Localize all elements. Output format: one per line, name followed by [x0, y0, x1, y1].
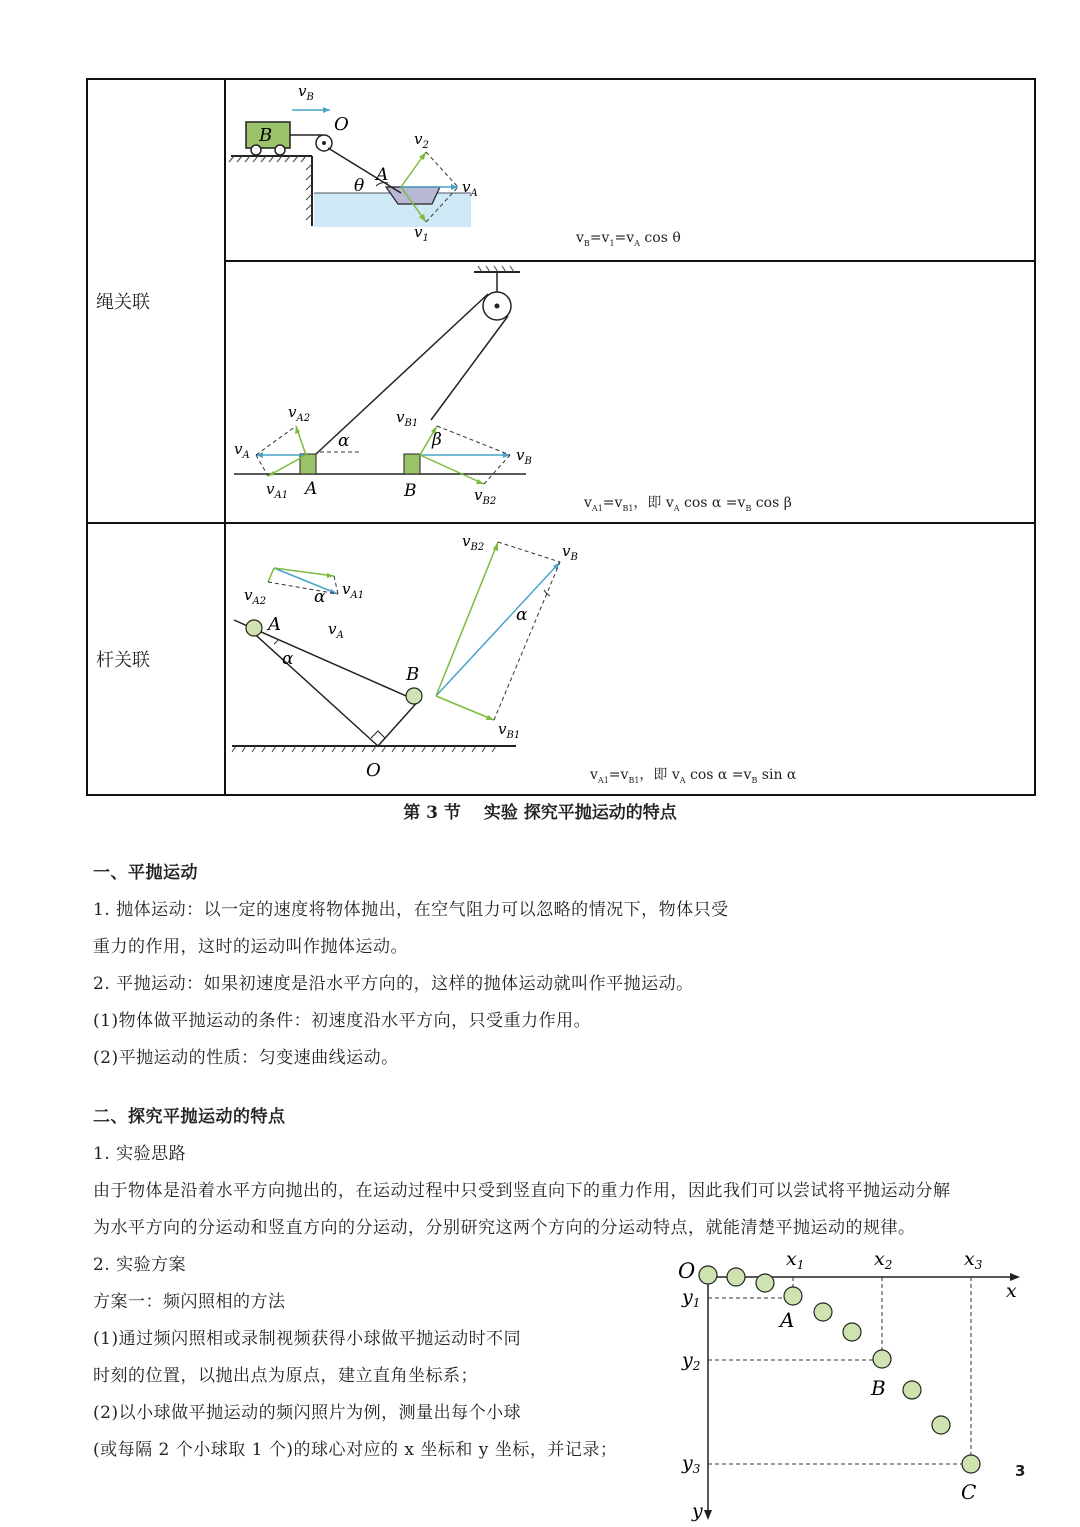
label-a: A: [376, 165, 389, 185]
paragraph: 时刻的位置，以抛出点为原点，建立直角坐标系；: [93, 1366, 478, 1386]
svg-text:vA2: $v_{A2}$: [288, 403, 311, 424]
origin-label: O: [678, 1259, 696, 1283]
svg-text:y2: $y_2$: [682, 1349, 701, 1373]
label-b: B: [406, 664, 420, 685]
paragraph: (2)以小球做平抛运动的频闪照片为例，测量出每个小球: [93, 1403, 522, 1423]
rope-figure-1-cell: [225, 79, 1035, 261]
formula-rope-1: $v_B=v_1=v_A$ cos θ: [576, 230, 681, 248]
label-vb: $v_B$: [298, 82, 314, 103]
svg-text:vB: $v_B$: [562, 542, 578, 563]
section-title: 第 3 节 实验 探究平抛运动的特点: [403, 803, 677, 823]
page-number: 3: [1015, 1462, 1026, 1480]
ball-positions: [699, 1266, 980, 1473]
svg-text:vA: $v_A$: [462, 178, 478, 199]
svg-text:vA1: $v_{A1}$: [342, 580, 365, 601]
svg-text:vA: $v_A$: [328, 620, 344, 641]
label-b: B: [259, 125, 273, 146]
rod-figure: [226, 524, 1044, 794]
paragraph: 方案一：频闪照相的方法: [93, 1292, 286, 1312]
svg-text:x3: $x_3$: [964, 1248, 983, 1272]
paragraph: 为水平方向的分运动和竖直方向的分运动，分别研究这两个方向的分运动特点，就能清楚平抛运动的规律。: [93, 1218, 916, 1238]
paragraph: 由于物体是沿着水平方向抛出的，在运动过程中只受到竖直向下的重力作用，因此我们可以尝试将平抛运动分解: [93, 1181, 951, 1201]
label-a: A: [268, 614, 281, 635]
rope-figure-2-cell: [225, 261, 1035, 523]
svg-text:vB1: $v_{B1}$: [396, 408, 419, 429]
svg-text:vB1: $v_{B1}$: [498, 720, 521, 741]
heading-1: 一、平抛运动: [93, 863, 198, 883]
paragraph: 重力的作用，这时的运动叫作抛体运动。: [93, 937, 408, 957]
label-a: A: [305, 479, 318, 499]
heading-2: 二、探究平抛运动的特点: [93, 1107, 286, 1127]
svg-text:α: α: [314, 587, 326, 607]
rod-label: 杆关联: [87, 523, 225, 795]
svg-text:y1: $y_1$: [682, 1286, 701, 1310]
svg-text:vA: $v_A$: [234, 440, 250, 461]
point-b-label: B: [871, 1376, 886, 1400]
relation-table: [86, 78, 1036, 796]
x-axis-label: x: [1006, 1280, 1017, 1302]
paragraph: (2)平抛运动的性质：匀变速曲线运动。: [93, 1048, 399, 1068]
svg-text:vA1: $v_{A1}$: [266, 480, 289, 501]
paragraph: (1)物体做平抛运动的条件：初速度沿水平方向，只受重力作用。: [93, 1011, 592, 1031]
svg-text:vB2: $v_{B2}$: [474, 486, 497, 507]
svg-text:θ: θ: [354, 176, 365, 196]
label-o: O: [334, 114, 349, 135]
paragraph: (或每隔 2 个小球取 1 个)的球心对应的 x 坐标和 y 坐标，并记录；: [93, 1440, 618, 1460]
svg-text:α: α: [516, 605, 528, 625]
svg-text:α: α: [338, 431, 350, 451]
paragraph: 1. 抛体运动：以一定的速度将物体抛出，在空气阻力可以忽略的情况下，物体只受: [93, 900, 729, 920]
rope-label: 绳关联: [87, 79, 225, 523]
water: [314, 193, 471, 227]
point-c-label: C: [961, 1480, 977, 1504]
svg-text:v2: $v_2$: [414, 130, 429, 151]
formula-rod: $v_{A1}=v_{B1}$，即 $v_A$ $\cos \alpha =v_B$ sin α: [590, 767, 797, 785]
svg-text:x1: $x_1$: [786, 1248, 805, 1272]
svg-text:β: β: [432, 430, 442, 450]
svg-text:vA2: $v_{A2}$: [244, 586, 267, 607]
point-a-label: A: [780, 1308, 795, 1332]
svg-text:vB2: $v_{B2}$: [462, 532, 485, 553]
trajectory-graph: [670, 1245, 1030, 1525]
rod-figure-cell: [225, 523, 1035, 795]
y-axis-label: y: [692, 1500, 703, 1522]
formula-rope-2: $v_{A1}=v_{B1}$，即 $v_A$ $\cos \alpha =v_B$ cos β: [584, 495, 792, 513]
paragraph: (1)通过频闪照相或录制视频获得小球做平抛运动时不同: [93, 1329, 522, 1349]
svg-text:α: α: [282, 649, 294, 669]
svg-text:v1: $v_1$: [414, 223, 429, 244]
paragraph: 2. 实验方案: [93, 1255, 187, 1275]
rope-figure-2: [226, 262, 1044, 522]
svg-text:vB: $v_B$: [516, 446, 532, 467]
paragraph: 1. 实验思路: [93, 1144, 187, 1164]
label-o: O: [366, 760, 381, 781]
paragraph: 2. 平抛运动：如果初速度是沿水平方向的，这样的抛体运动就叫作平抛运动。: [93, 974, 694, 994]
svg-text:x2: $x_2$: [874, 1248, 893, 1272]
svg-text:y3: $y_3$: [682, 1452, 701, 1476]
label-b: B: [404, 481, 417, 501]
